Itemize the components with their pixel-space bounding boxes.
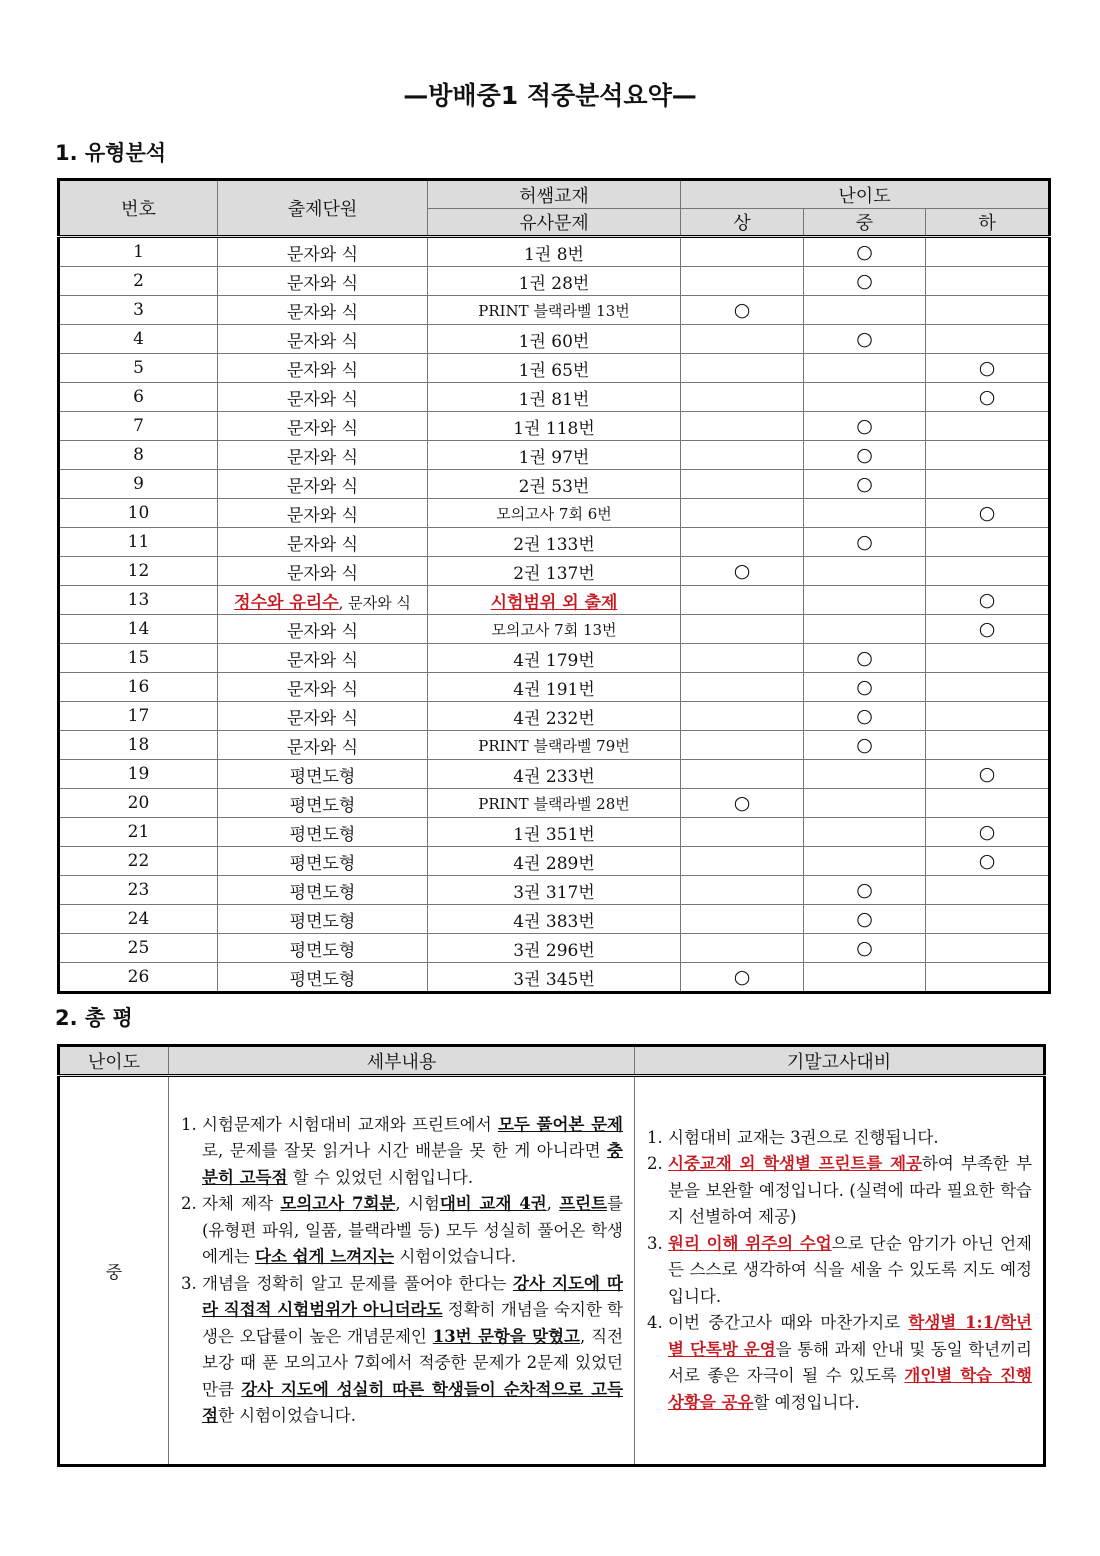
row-book: 4권 191번 [428,673,681,702]
table-row [59,876,1050,905]
row-difficulty-mid [804,528,926,557]
row-difficulty-low [926,760,1050,789]
row-difficulty-high [681,470,804,499]
row-difficulty-high [681,383,804,412]
difficulty-mark: ○ [978,763,996,785]
header-mid: 중 [804,209,926,237]
row-difficulty-high [681,586,804,615]
review-level-value: 중 [59,1076,169,1466]
row-difficulty-high [681,296,804,325]
row-unit: 평면도형 [218,847,428,876]
difficulty-mark: ○ [856,241,873,263]
row-number: 14 [59,615,218,644]
row-difficulty-low [926,789,1050,818]
row-difficulty-high [681,267,804,296]
row-unit: 문자와 식 [218,499,428,528]
header-book-line1: 허쌤교재 [428,180,681,209]
header-unit: 출제단원 [218,180,428,237]
row-difficulty-low [926,412,1050,441]
row-difficulty-high [681,237,804,267]
review-table [57,1044,1046,1467]
row-difficulty-high [681,557,804,586]
row-book: PRINT 블랙라벨 13번 [428,296,681,325]
row-number: 1 [59,237,218,267]
row-difficulty-mid [804,934,926,963]
row-difficulty-high [681,673,804,702]
difficulty-mark: ○ [978,502,996,524]
row-difficulty-low [926,354,1050,383]
review-final-cell [635,1076,1045,1466]
row-book: 4권 233번 [428,760,681,789]
emphasis-text: 강사 지도에 성실히 따른 학생들이 순차적으로 고득점 [202,1379,624,1425]
row-book: 4권 179번 [428,644,681,673]
row-unit: 문자와 식 [218,731,428,760]
highlight-text: 개인별 학습 진행 상황을 공유 [668,1366,1032,1412]
row-difficulty-mid [804,818,926,847]
row-number: 23 [59,876,218,905]
row-difficulty-high [681,412,804,441]
row-difficulty-high [681,818,804,847]
text-run: , [546,1194,560,1213]
text-run: 을 통해 과제 안내 및 동일 학년끼리 서로 좋은 자극이 될 수 있도록 [668,1339,1032,1386]
table-row [59,557,1050,586]
text-run: 를 (유형편 파워, 일품, 블랙라벨 등) 모두 성실히 풀어온 학생에게는 [202,1194,624,1266]
row-difficulty-mid [804,383,926,412]
row-difficulty-high [681,731,804,760]
emphasis-text: 모의고사 7회분 [280,1194,396,1213]
text-run: 시험이었습니다. [394,1247,517,1266]
row-book: 4권 383번 [428,905,681,934]
review-header-final: 기말고사대비 [635,1046,1045,1076]
row-unit: 문자와 식 [218,470,428,499]
row-number: 24 [59,905,218,934]
row-difficulty-mid [804,296,926,325]
row-unit: 문자와 식 [218,354,428,383]
row-unit: 문자와 식 [218,702,428,731]
row-number: 13 [59,586,218,615]
section-heading-type-analysis: 1. 유형분석 [55,141,167,165]
row-book [428,586,681,615]
row-unit: 문자와 식 [218,412,428,441]
table-row [59,528,1050,557]
type-analysis-table [57,178,1051,994]
row-unit [218,586,428,615]
row-unit-highlight: 정수와 유리수 [234,592,339,613]
row-unit: 평면도형 [218,789,428,818]
difficulty-mark: ○ [856,415,873,437]
row-book: 4권 289번 [428,847,681,876]
table-row [59,644,1050,673]
row-difficulty-mid [804,847,926,876]
row-difficulty-mid [804,963,926,993]
row-unit: 문자와 식 [218,557,428,586]
row-difficulty-low [926,441,1050,470]
header-difficulty: 난이도 [681,180,1050,209]
row-difficulty-mid [804,644,926,673]
list-item [202,1191,623,1271]
row-difficulty-mid [804,557,926,586]
row-difficulty-high [681,499,804,528]
text-run: 한 시험이었습니다. [217,1406,356,1425]
row-book: PRINT 블랙라벨 79번 [428,731,681,760]
row-difficulty-mid [804,702,926,731]
text-run: , 시험 [395,1194,440,1213]
row-number: 26 [59,963,218,993]
row-unit: 문자와 식 [218,383,428,412]
difficulty-mark: ○ [733,299,751,321]
difficulty-mark: ○ [856,908,873,930]
row-book: PRINT 블랙라벨 28번 [428,789,681,818]
row-unit: 문자와 식 [218,615,428,644]
row-number: 19 [59,760,218,789]
list-item [668,1310,1032,1416]
row-unit-rest: , 문자와 식 [338,593,411,612]
difficulty-mark: ○ [856,734,873,756]
row-difficulty-high [681,760,804,789]
row-difficulty-high [681,847,804,876]
row-difficulty-mid [804,615,926,644]
row-difficulty-mid [804,441,926,470]
list-item [202,1112,623,1192]
row-difficulty-high [681,963,804,993]
row-difficulty-low [926,963,1050,993]
text-run: 시험대비 교재는 3권으로 진행됩니다. [668,1127,939,1147]
text-run: 할 예정입니다. [753,1392,860,1412]
list-item [668,1151,1032,1231]
table-row [59,586,1050,615]
difficulty-mark: ○ [978,850,996,872]
row-difficulty-mid [804,412,926,441]
row-difficulty-mid [804,789,926,818]
row-difficulty-mid [804,354,926,383]
table-row [59,499,1050,528]
text-run: 시험문제가 시험대비 교재와 프린트에서 [202,1114,498,1134]
text-run: 개념을 정확히 알고 문제를 풀어야 한다는 [202,1273,514,1293]
row-difficulty-low [926,673,1050,702]
table-row [59,470,1050,499]
header-low: 하 [926,209,1050,237]
row-book: 1권 8번 [428,237,681,267]
review-final-list [636,1125,1042,1417]
difficulty-mark: ○ [856,473,873,495]
row-difficulty-mid [804,673,926,702]
row-book: 모의고사 7회 6번 [428,499,681,528]
row-book: 2권 133번 [428,528,681,557]
row-difficulty-mid [804,905,926,934]
row-number: 21 [59,818,218,847]
row-book: 1권 351번 [428,818,681,847]
row-book: 3권 317번 [428,876,681,905]
row-difficulty-mid [804,731,926,760]
row-book: 1권 118번 [428,412,681,441]
row-difficulty-mid [804,325,926,354]
list-item [202,1271,623,1430]
row-difficulty-low [926,528,1050,557]
table-row [59,702,1050,731]
row-difficulty-mid [804,470,926,499]
text-run: , 직전 보강 때 푼 모의고사 7회에서 적중한 문제가 2문제 있었던 만큼 [202,1326,624,1399]
row-difficulty-mid [804,499,926,528]
row-difficulty-high [681,354,804,383]
difficulty-mark: ○ [978,386,996,408]
row-difficulty-low [926,905,1050,934]
row-difficulty-high [681,934,804,963]
row-unit: 평면도형 [218,760,428,789]
row-difficulty-low [926,615,1050,644]
row-number: 6 [59,383,218,412]
row-unit: 문자와 식 [218,673,428,702]
highlight-text: 시중교재 외 학생별 프린트를 제공 [668,1154,922,1174]
row-book: 1권 97번 [428,441,681,470]
row-book: 4권 232번 [428,702,681,731]
emphasis-text: 모두 풀어본 문제 [497,1114,623,1134]
review-detail-list [170,1112,633,1430]
row-unit: 문자와 식 [218,296,428,325]
row-book: 모의고사 7회 13번 [428,615,681,644]
review-header-level: 난이도 [59,1046,169,1076]
table-row [59,383,1050,412]
row-number: 17 [59,702,218,731]
row-difficulty-low [926,731,1050,760]
difficulty-mark: ○ [856,879,873,901]
text-run: 정확히 개념을 숙지한 학생은 오답률이 높은 개념문제인 [202,1300,623,1346]
row-book: 3권 296번 [428,934,681,963]
row-difficulty-high [681,644,804,673]
table-row [59,847,1050,876]
row-difficulty-high [681,325,804,354]
row-book: 1권 60번 [428,325,681,354]
row-book: 3권 345번 [428,963,681,993]
row-number: 8 [59,441,218,470]
row-difficulty-low [926,237,1050,267]
row-difficulty-low [926,702,1050,731]
table-row [59,789,1050,818]
row-unit: 평면도형 [218,905,428,934]
row-book: 1권 28번 [428,267,681,296]
text-run: 자체 제작 [202,1194,281,1213]
row-number: 10 [59,499,218,528]
list-item [668,1231,1032,1311]
emphasis-text: 다소 쉽게 느껴지는 [255,1247,395,1266]
table-row [59,905,1050,934]
text-run: 로, 문제를 잘못 읽거나 시간 배분을 못 한 게 아니라면 [202,1141,608,1160]
list-item [668,1125,1032,1152]
review-detail-cell [169,1076,635,1466]
difficulty-mark: ○ [733,560,751,582]
difficulty-mark: ○ [856,705,873,727]
table-row [59,237,1050,267]
header-high: 상 [681,209,804,237]
row-difficulty-low [926,296,1050,325]
row-book: 1권 81번 [428,383,681,412]
table-row [59,615,1050,644]
row-number: 11 [59,528,218,557]
text-run: 으로 단순 암기가 아닌 언제든 스스로 생각하여 식을 세울 수 있도록 지도 예정입니다. [668,1233,1032,1306]
row-difficulty-mid [804,586,926,615]
row-difficulty-mid [804,760,926,789]
row-unit: 문자와 식 [218,237,428,267]
emphasis-text: 대비 교재 4권 [439,1194,547,1213]
difficulty-mark: ○ [733,966,751,988]
emphasis-text: 프린트 [559,1194,608,1213]
text-run: 이번 중간고사 때와 마찬가지로 [668,1313,909,1333]
row-unit: 문자와 식 [218,528,428,557]
row-number: 7 [59,412,218,441]
row-number: 3 [59,296,218,325]
row-difficulty-high [681,876,804,905]
emphasis-text: 강사 지도에 따라 직접적 시험범위가 아니더라도 [202,1273,623,1319]
row-unit: 평면도형 [218,876,428,905]
highlight-text: 학생별 1:1/학년별 단톡방 운영 [668,1313,1032,1359]
row-difficulty-low [926,934,1050,963]
row-number: 2 [59,267,218,296]
review-header-detail: 세부내용 [169,1046,635,1076]
header-book-line2: 유사문제 [428,209,681,237]
row-difficulty-low [926,470,1050,499]
page-title: —방배중1 적중분석요약— [403,81,697,110]
row-number: 12 [59,557,218,586]
row-difficulty-low [926,644,1050,673]
table-row [59,963,1050,993]
table-row [59,325,1050,354]
table-row [59,673,1050,702]
table-row [59,818,1050,847]
row-difficulty-high [681,702,804,731]
row-unit: 문자와 식 [218,267,428,296]
row-difficulty-mid [804,237,926,267]
difficulty-mark: ○ [856,937,873,959]
difficulty-mark: ○ [856,270,873,292]
text-run: 할 수 있었던 시험입니다. [287,1167,474,1187]
table-row [59,412,1050,441]
table-row [59,267,1050,296]
difficulty-mark: ○ [856,647,873,669]
row-book-highlight: 시험범위 외 출제 [490,592,618,613]
row-number: 16 [59,673,218,702]
row-difficulty-low [926,586,1050,615]
difficulty-mark: ○ [856,531,873,553]
table-row [59,731,1050,760]
table-row [59,760,1050,789]
row-difficulty-low [926,499,1050,528]
difficulty-mark: ○ [856,676,873,698]
row-difficulty-low [926,847,1050,876]
row-difficulty-high [681,615,804,644]
table-row [59,296,1050,325]
row-difficulty-low [926,325,1050,354]
row-difficulty-high [681,528,804,557]
table-row [59,934,1050,963]
row-difficulty-low [926,818,1050,847]
row-difficulty-high [681,905,804,934]
row-number: 18 [59,731,218,760]
row-difficulty-mid [804,876,926,905]
row-unit: 평면도형 [218,934,428,963]
difficulty-mark: ○ [978,589,996,611]
emphasis-text: 충분히 고득점 [202,1141,623,1187]
emphasis-text: 13번 문항을 맞혔고 [432,1326,581,1346]
row-difficulty-low [926,267,1050,296]
row-difficulty-mid [804,267,926,296]
row-book: 2권 137번 [428,557,681,586]
section-heading-review: 2. 총 평 [55,1006,133,1030]
table-row [59,354,1050,383]
row-unit: 문자와 식 [218,644,428,673]
header-number: 번호 [59,180,218,237]
row-number: 15 [59,644,218,673]
row-unit: 문자와 식 [218,441,428,470]
row-difficulty-high [681,441,804,470]
difficulty-mark: ○ [733,792,751,814]
table-row [59,441,1050,470]
row-number: 4 [59,325,218,354]
difficulty-mark: ○ [856,444,873,466]
row-difficulty-low [926,383,1050,412]
difficulty-mark: ○ [856,328,873,350]
difficulty-mark: ○ [978,357,996,379]
highlight-text: 원리 이해 위주의 수업 [668,1233,832,1253]
row-book: 1권 65번 [428,354,681,383]
row-number: 9 [59,470,218,499]
row-unit: 문자와 식 [218,325,428,354]
row-unit: 평면도형 [218,963,428,993]
row-difficulty-low [926,876,1050,905]
difficulty-mark: ○ [978,618,996,640]
row-difficulty-high [681,789,804,818]
difficulty-mark: ○ [978,821,996,843]
row-number: 5 [59,354,218,383]
text-run: 하여 부족한 부분을 보완할 예정입니다. (실력에 따라 필요한 학습지 선별하여 제공) [668,1154,1033,1227]
row-unit: 평면도형 [218,818,428,847]
row-book: 2권 53번 [428,470,681,499]
row-number: 22 [59,847,218,876]
type-analysis-rows [59,237,1050,993]
row-difficulty-low [926,557,1050,586]
row-number: 25 [59,934,218,963]
row-number: 20 [59,789,218,818]
